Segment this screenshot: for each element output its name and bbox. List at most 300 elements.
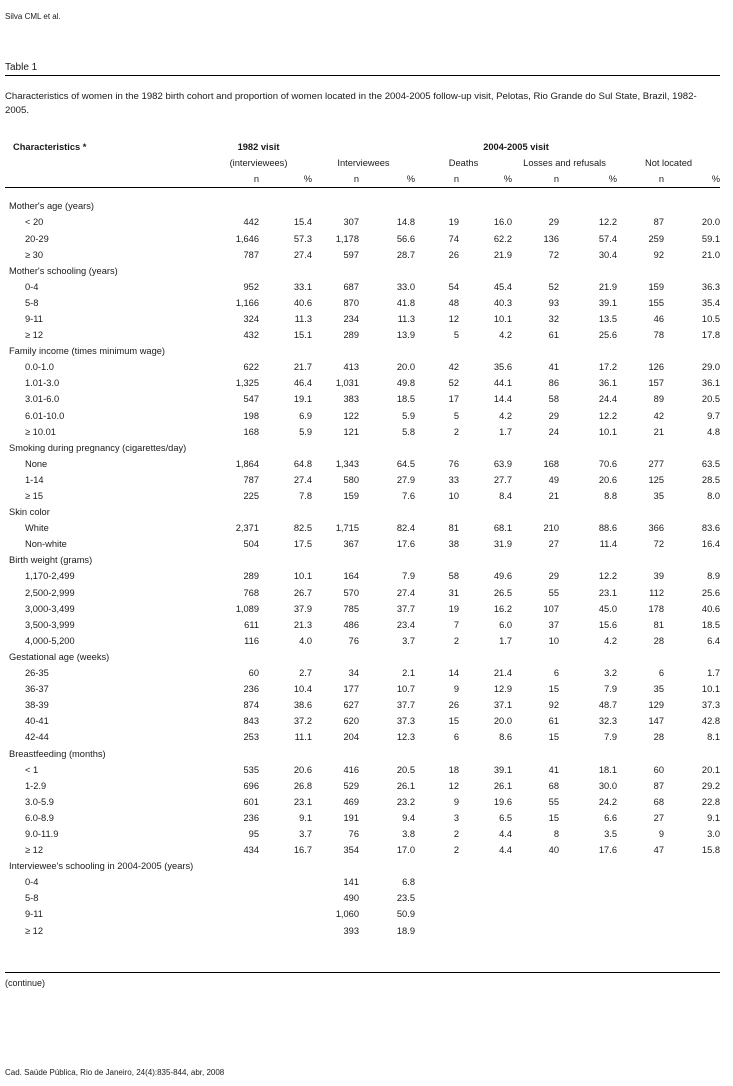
cell-pct: 11.3 — [397, 313, 415, 324]
cell-pct: 20.5 — [701, 394, 721, 405]
cell-n: 21 — [548, 491, 559, 502]
cell-n: 141 — [343, 877, 359, 888]
cell-n: 86 — [548, 378, 559, 389]
cell-pct: 3.5 — [604, 828, 617, 839]
cell-n: 367 — [343, 539, 359, 550]
cell-n: 2,371 — [235, 523, 259, 534]
cell-pct: 70.6 — [598, 458, 617, 469]
cell-pct: 24.2 — [598, 796, 617, 807]
cell-pct: 45.4 — [493, 281, 512, 292]
cell-pct: 21.9 — [598, 281, 617, 292]
cell-pct: 18.9 — [396, 925, 415, 936]
row-label: 2,500-2,999 — [25, 587, 75, 598]
cell-pct: 12.9 — [493, 684, 512, 695]
cell-n: 55 — [548, 587, 559, 598]
group-title: Mother's schooling (years) — [9, 265, 118, 276]
cell-n: 28 — [653, 635, 664, 646]
header-losses: Losses and refusals — [523, 158, 606, 169]
row-label: 9-11 — [25, 909, 43, 920]
cell-n: 277 — [648, 458, 664, 469]
cell-pct: 24.4 — [598, 394, 617, 405]
continue-note: (continue) — [5, 978, 46, 988]
table-row — [5, 794, 720, 810]
cell-n: 126 — [648, 362, 664, 373]
cell-n: 6 — [658, 668, 664, 679]
row-label: Non-white — [25, 539, 67, 550]
group-title: Family income (times minimum wage) — [9, 346, 166, 357]
cell-pct: 19.6 — [493, 796, 512, 807]
cell-n: 29 — [548, 571, 559, 582]
cell-pct: 1.7 — [499, 635, 512, 646]
cell-pct: 63.9 — [493, 458, 512, 469]
cell-n: 785 — [343, 603, 359, 614]
cell-pct: 68.1 — [493, 523, 512, 534]
cell-n: 159 — [648, 281, 664, 292]
cell-n: 41 — [548, 764, 559, 775]
row-label: < 1 — [25, 764, 39, 775]
row-label: 36-37 — [25, 684, 49, 695]
table-row — [5, 230, 720, 246]
cell-n: 168 — [243, 426, 259, 437]
row-label: 0-4 — [25, 877, 39, 888]
header-1982-interviewees: (interviewees) — [229, 158, 288, 169]
cell-pct: 4.2 — [499, 410, 512, 421]
cell-n: 416 — [343, 764, 359, 775]
cell-pct: 3.2 — [604, 668, 617, 679]
header-characteristics: Characteristics * — [13, 142, 87, 153]
table-row — [5, 536, 720, 552]
cell-pct: 20.5 — [396, 764, 415, 775]
cell-n — [512, 890, 567, 906]
cell-n: 324 — [243, 313, 259, 324]
cell-n: 383 — [343, 394, 359, 405]
cell-pct: 82.4 — [396, 523, 415, 534]
cell-pct: 37.9 — [293, 603, 312, 614]
cell-pct: 15.8 — [701, 845, 721, 856]
cell-n: 1,166 — [235, 297, 259, 308]
row-label: 0-4 — [25, 281, 39, 292]
header-2004-visit: 2004-2005 visit — [483, 142, 549, 153]
cell-n: 87 — [653, 780, 664, 791]
cell-pct: 28.5 — [701, 474, 721, 485]
cell-pct: 27.7 — [493, 474, 512, 485]
row-label: ≥ 30 — [25, 249, 44, 260]
cell-pct: 36.1 — [598, 378, 617, 389]
table-row — [5, 359, 720, 375]
cell-pct: 5.8 — [402, 426, 415, 437]
cell-n: 60 — [248, 668, 259, 679]
table-row — [5, 327, 720, 343]
cell-pct: 11.3 — [294, 313, 312, 324]
cell-n: 8 — [553, 828, 559, 839]
cell-n: 58 — [548, 394, 559, 405]
group-header-row — [5, 343, 720, 359]
cell-pct: 22.8 — [701, 796, 721, 807]
cell-pct: 37.2 — [293, 716, 312, 727]
cell-n: 78 — [653, 330, 664, 341]
cell-pct: 12.2 — [598, 571, 617, 582]
cell-pct: 14.4 — [493, 394, 512, 405]
cell-pct: 37.3 — [701, 700, 721, 711]
cell-pct: 83.6 — [701, 523, 721, 534]
cell-n: 38 — [448, 539, 459, 550]
cell-pct — [267, 874, 312, 890]
cell-pct: 37.1 — [493, 700, 512, 711]
cell-n: 14 — [448, 668, 459, 679]
cell-n: 259 — [648, 233, 664, 244]
cell-n: 289 — [343, 330, 359, 341]
cell-n: 92 — [653, 249, 664, 260]
cell-pct — [467, 906, 512, 922]
cell-n: 72 — [653, 539, 664, 550]
cell-n: 129 — [648, 700, 664, 711]
cell-n: 696 — [243, 780, 259, 791]
cell-pct: 48.7 — [598, 700, 617, 711]
cell-n: 687 — [343, 281, 359, 292]
row-label: ≥ 12 — [25, 845, 44, 856]
cell-n: 393 — [343, 925, 359, 936]
cell-n: 17 — [448, 394, 459, 405]
cell-n: 55 — [548, 796, 559, 807]
cell-pct: 17.6 — [396, 539, 415, 550]
cell-n: 49 — [548, 474, 559, 485]
cell-pct — [567, 923, 617, 939]
cell-pct: 9.1 — [707, 812, 721, 823]
cell-n: 9 — [453, 684, 459, 695]
cell-n: 159 — [343, 491, 359, 502]
bottom-rule — [5, 972, 720, 973]
cell-pct: 21.3 — [293, 619, 312, 630]
table-row — [5, 520, 720, 536]
table-label: Table 1 — [5, 62, 38, 73]
header-pct: % — [711, 174, 721, 185]
cell-pct — [267, 906, 312, 922]
cell-n: 164 — [343, 571, 359, 582]
cell-pct: 19.1 — [293, 394, 312, 405]
cell-pct: 35.6 — [493, 362, 512, 373]
table-row — [5, 456, 720, 472]
row-label: 3,500-3,999 — [25, 619, 75, 630]
cell-pct: 29.2 — [701, 780, 721, 791]
cell-pct: 8.0 — [707, 491, 721, 502]
cell-pct: 4.2 — [499, 330, 512, 341]
cell-n — [512, 923, 567, 939]
cell-n: 81 — [448, 523, 459, 534]
cell-pct: 18.5 — [396, 394, 415, 405]
cell-pct: 10.1 — [293, 571, 312, 582]
cell-pct — [672, 923, 720, 939]
row-label: 1,170-2,499 — [25, 571, 75, 582]
cell-n: 12 — [448, 780, 459, 791]
cell-pct: 20.0 — [493, 716, 512, 727]
cell-n: 61 — [548, 716, 559, 727]
cell-pct — [567, 906, 617, 922]
cell-n: 41 — [548, 362, 559, 373]
cell-pct: 4.0 — [299, 635, 312, 646]
cell-n: 601 — [243, 796, 259, 807]
cell-n: 40 — [548, 845, 559, 856]
cell-n — [415, 923, 467, 939]
group-header-row — [5, 552, 720, 568]
cell-n: 469 — [343, 796, 359, 807]
cell-n: 1,715 — [335, 523, 359, 534]
group-header-row — [5, 440, 720, 456]
header-n: n — [658, 174, 664, 185]
row-label: 1-14 — [25, 474, 44, 485]
cell-pct: 4.2 — [604, 635, 617, 646]
cell-pct: 7.8 — [299, 491, 312, 502]
cell-pct: 26.1 — [493, 780, 512, 791]
cell-pct: 25.6 — [598, 330, 617, 341]
cell-pct: 23.1 — [293, 796, 312, 807]
cell-n: 366 — [648, 523, 664, 534]
cell-n: 490 — [343, 893, 359, 904]
cell-n: 10 — [448, 491, 459, 502]
cell-n: 529 — [343, 780, 359, 791]
cell-pct — [567, 890, 617, 906]
cell-n: 42 — [448, 362, 459, 373]
cell-pct — [467, 874, 512, 890]
cell-pct: 20.1 — [701, 764, 721, 775]
cell-pct: 39.1 — [493, 764, 512, 775]
top-rule — [5, 75, 720, 76]
cell-n — [512, 874, 567, 890]
cell-pct: 20.0 — [396, 362, 415, 373]
cell-pct — [672, 890, 720, 906]
cell-n: 178 — [648, 603, 664, 614]
cell-n: 307 — [343, 217, 359, 228]
cell-pct: 16.0 — [493, 217, 512, 228]
cell-pct: 32.3 — [598, 716, 617, 727]
cell-n: 24 — [548, 426, 559, 437]
cell-n: 121 — [343, 426, 359, 437]
cell-n: 35 — [653, 684, 664, 695]
cell-n — [617, 890, 672, 906]
cell-n: 29 — [548, 410, 559, 421]
cell-n: 1,325 — [235, 378, 259, 389]
cell-n: 9 — [453, 796, 459, 807]
cell-n: 47 — [653, 845, 664, 856]
cell-n: 42 — [653, 410, 664, 421]
table-row — [5, 472, 720, 488]
cell-pct: 9.4 — [402, 812, 415, 823]
cell-n — [415, 890, 467, 906]
cell-pct — [267, 923, 312, 939]
row-label: 40-41 — [25, 716, 49, 727]
header-n: n — [353, 174, 359, 185]
cell-pct: 42.8 — [701, 716, 721, 727]
cell-pct: 35.4 — [701, 297, 721, 308]
table-row — [5, 311, 720, 327]
cell-pct: 12.2 — [598, 410, 617, 421]
cell-n: 58 — [448, 571, 459, 582]
cell-n: 177 — [343, 684, 359, 695]
cell-pct: 88.6 — [598, 523, 617, 534]
cell-pct: 10.1 — [598, 426, 617, 437]
page-footer: Cad. Saúde Pública, Rio de Janeiro, 24(4):835-844, abr, 2008 — [5, 1068, 225, 1077]
cell-n: 354 — [343, 845, 359, 856]
cell-pct: 27.4 — [293, 474, 312, 485]
cell-n: 19 — [448, 603, 459, 614]
row-label: 1-2.9 — [25, 780, 47, 791]
row-label: 5-8 — [25, 297, 39, 308]
cell-pct: 44.1 — [493, 378, 512, 389]
cell-n: 6 — [553, 668, 559, 679]
cell-n: 61 — [548, 330, 559, 341]
cell-n: 168 — [543, 458, 559, 469]
group-title: Gestational age (weeks) — [9, 651, 110, 662]
cell-pct: 8.4 — [499, 491, 512, 502]
cell-n: 2 — [453, 426, 459, 437]
table-row — [5, 665, 720, 681]
cell-pct: 41.8 — [396, 297, 415, 308]
cell-pct: 5.9 — [299, 426, 312, 437]
table-row — [5, 874, 720, 890]
row-label: 3,000-3,499 — [25, 603, 75, 614]
cell-n: 76 — [448, 458, 459, 469]
cell-n: 1,864 — [235, 458, 259, 469]
cell-pct: 10.4 — [293, 684, 312, 695]
cell-pct: 11.1 — [294, 732, 312, 743]
cell-pct: 26.7 — [293, 587, 312, 598]
cell-pct — [267, 890, 312, 906]
table-header — [5, 139, 720, 198]
cell-n: 620 — [343, 716, 359, 727]
cell-n: 87 — [653, 217, 664, 228]
cell-pct: 16.7 — [293, 845, 312, 856]
cell-n: 26 — [448, 700, 459, 711]
cell-n: 35 — [653, 491, 664, 502]
cell-pct: 26.1 — [396, 780, 415, 791]
cell-n: 253 — [243, 732, 259, 743]
cell-pct: 27.9 — [396, 474, 415, 485]
cell-n: 95 — [248, 828, 259, 839]
row-label: 38-39 — [25, 700, 49, 711]
cell-pct: 50.9 — [396, 909, 415, 920]
cell-n: 952 — [243, 281, 259, 292]
cell-pct: 23.5 — [396, 893, 415, 904]
cell-pct: 64.8 — [293, 458, 312, 469]
cell-n: 12 — [448, 313, 459, 324]
cell-n: 597 — [343, 249, 359, 260]
group-header-row — [5, 198, 720, 214]
group-title: Birth weight (grams) — [9, 555, 93, 566]
cell-n: 19 — [448, 217, 459, 228]
cell-pct: 40.3 — [493, 297, 512, 308]
cell-pct: 20.6 — [293, 764, 312, 775]
group-header-row — [5, 504, 720, 520]
table-row — [5, 391, 720, 407]
table-body — [5, 198, 720, 938]
cell-n — [415, 874, 467, 890]
table-row — [5, 601, 720, 617]
table-row — [5, 826, 720, 842]
cell-n: 198 — [243, 410, 259, 421]
table-row — [5, 842, 720, 858]
cell-pct: 6.4 — [707, 635, 721, 646]
cell-n: 432 — [243, 330, 259, 341]
cell-pct: 17.6 — [598, 845, 617, 856]
cell-pct: 17.0 — [396, 845, 415, 856]
cell-pct: 26.5 — [493, 587, 512, 598]
cell-n: 787 — [243, 249, 259, 260]
cell-pct: 46.4 — [293, 378, 312, 389]
header-pct: % — [303, 174, 312, 185]
cell-pct: 9.7 — [707, 410, 721, 421]
cell-pct: 1.7 — [499, 426, 512, 437]
cell-pct: 13.5 — [598, 313, 617, 324]
table-row — [5, 295, 720, 311]
cell-pct: 6.9 — [299, 410, 312, 421]
cell-n: 843 — [243, 716, 259, 727]
cell-pct: 4.4 — [499, 845, 512, 856]
cell-pct: 49.8 — [396, 378, 415, 389]
row-label: 9.0-11.9 — [25, 828, 59, 839]
cell-n: 6 — [453, 732, 459, 743]
cell-pct — [672, 874, 720, 890]
cell-pct: 2.1 — [402, 668, 415, 679]
cell-pct: 36.3 — [701, 281, 721, 292]
cell-n: 289 — [243, 571, 259, 582]
cell-n: 1,178 — [335, 233, 359, 244]
cell-pct — [567, 874, 617, 890]
table-row — [5, 214, 720, 230]
cell-n: 116 — [244, 635, 259, 646]
row-label: 20-29 — [25, 233, 49, 244]
cell-pct: 37.7 — [396, 603, 415, 614]
cell-n: 442 — [243, 217, 259, 228]
cell-n: 81 — [653, 619, 664, 630]
cell-n: 15 — [548, 732, 559, 743]
table-row — [5, 247, 720, 263]
cell-n: 234 — [343, 313, 359, 324]
cell-n: 627 — [343, 700, 359, 711]
table-row — [5, 923, 720, 939]
cell-n: 413 — [343, 362, 359, 373]
cell-pct: 63.5 — [701, 458, 721, 469]
cell-pct: 26.8 — [293, 780, 312, 791]
cell-n: 191 — [343, 812, 359, 823]
cell-n: 112 — [649, 587, 664, 598]
cell-pct: 3.7 — [299, 828, 312, 839]
cell-pct: 11.4 — [599, 539, 617, 550]
header-pct: % — [503, 174, 512, 185]
cell-pct: 25.6 — [701, 587, 721, 598]
cell-pct: 13.9 — [396, 330, 415, 341]
cell-n: 28 — [653, 732, 664, 743]
row-label: 3.0-5.9 — [25, 796, 54, 807]
row-label: ≥ 12 — [25, 330, 44, 341]
cell-pct: 16.4 — [701, 539, 721, 550]
cell-n: 874 — [243, 700, 259, 711]
cell-pct: 37.3 — [396, 716, 415, 727]
cell-pct: 21.0 — [701, 249, 721, 260]
cell-pct: 28.7 — [396, 249, 415, 260]
cell-pct: 10.1 — [493, 313, 512, 324]
cell-n: 1,031 — [335, 378, 359, 389]
row-label: ≥ 15 — [25, 491, 44, 502]
cell-pct: 14.8 — [396, 217, 415, 228]
cell-pct: 59.1 — [701, 233, 721, 244]
header-pct: % — [608, 174, 617, 185]
row-label: 26-35 — [25, 668, 49, 679]
cell-n: 504 — [243, 539, 259, 550]
cell-pct: 12.2 — [598, 217, 617, 228]
cell-n: 21 — [653, 426, 664, 437]
cell-pct: 23.4 — [396, 619, 415, 630]
cell-pct: 21.9 — [493, 249, 512, 260]
cell-n: 76 — [348, 635, 359, 646]
